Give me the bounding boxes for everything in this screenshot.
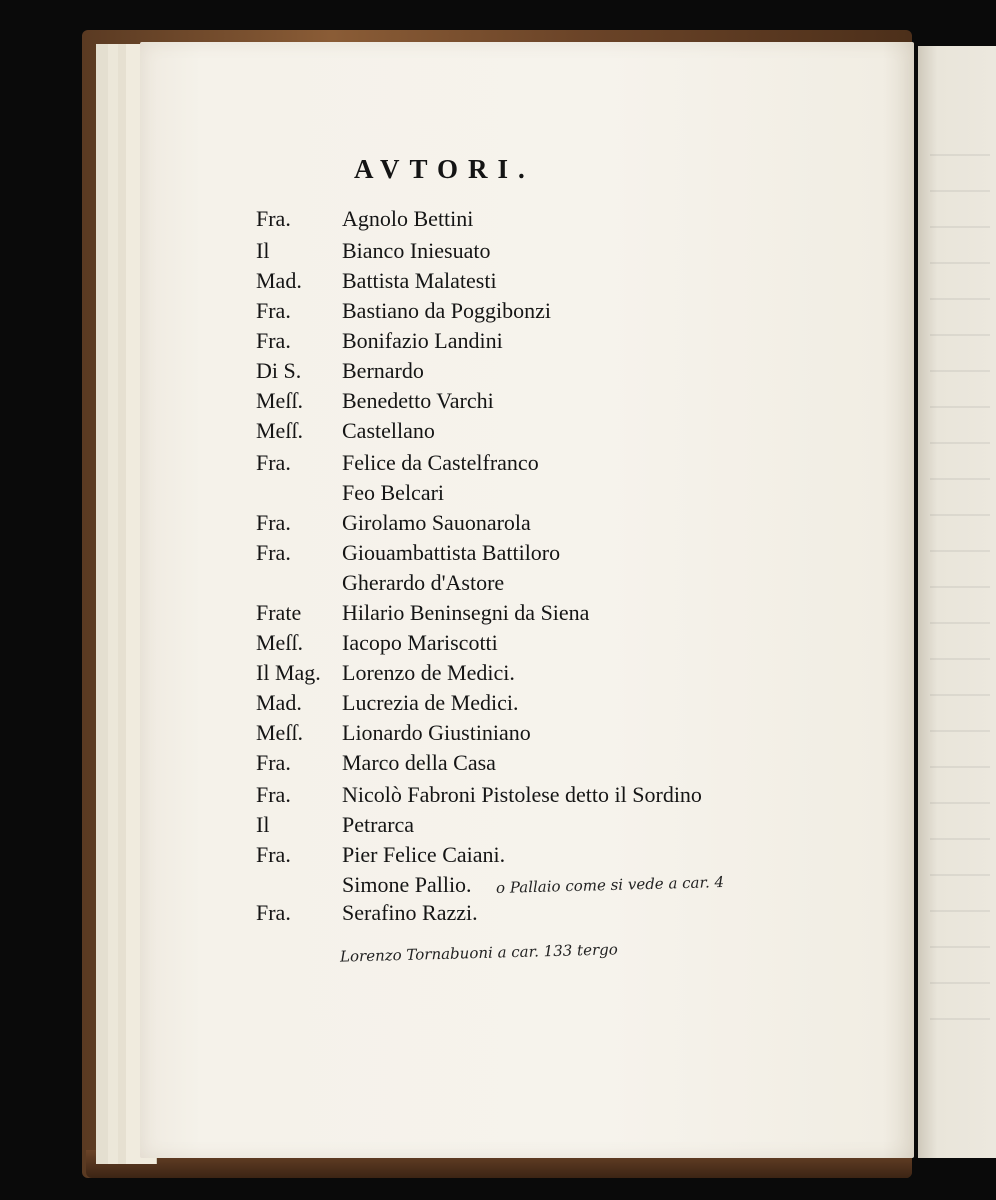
author-entry bbox=[0, 600, 996, 632]
author-entry bbox=[0, 540, 996, 572]
author-entry bbox=[0, 660, 996, 692]
author-entry bbox=[0, 450, 996, 482]
author-title: Mad. bbox=[256, 690, 302, 715]
author-name: Felice da Castelfranco bbox=[342, 450, 539, 475]
author-entry bbox=[0, 510, 996, 542]
author-title: Meſſ. bbox=[256, 418, 304, 443]
author-title: Fra. bbox=[256, 540, 291, 565]
author-title: Meſſ. bbox=[256, 388, 304, 413]
page-heading: AVTORI. bbox=[354, 154, 535, 184]
handwritten-note: o Pallaio come si vede a car. 4 bbox=[495, 873, 725, 897]
author-entry bbox=[0, 842, 996, 874]
author-title: Fra. bbox=[256, 750, 291, 775]
author-name: Gherardo d'Astore bbox=[342, 570, 505, 595]
author-name: Battista Malatesti bbox=[342, 268, 497, 293]
author-entry bbox=[0, 782, 996, 814]
author-title: Meſſ. bbox=[256, 630, 304, 655]
author-entry bbox=[0, 298, 996, 330]
author-name: Lorenzo de Medici. bbox=[342, 660, 515, 685]
author-entry bbox=[0, 812, 996, 844]
author-entry bbox=[0, 388, 996, 420]
author-name: Benedetto Varchi bbox=[342, 388, 494, 413]
author-name: Bianco Iniesuato bbox=[342, 238, 491, 263]
author-title: Di S. bbox=[256, 358, 302, 383]
author-name: Serafino Razzi. bbox=[342, 900, 478, 925]
author-entry bbox=[0, 238, 996, 270]
handwritten-note: Lorenzo Tornabuoni a car. 133 tergo bbox=[339, 940, 618, 966]
author-name: Lucrezia de Medici. bbox=[342, 690, 519, 715]
author-title: Il bbox=[256, 238, 270, 263]
author-title: Fra. bbox=[256, 510, 291, 535]
author-name: Nicolò Fabroni Pistolese detto il Sordino bbox=[342, 782, 702, 807]
author-name: Feo Belcari bbox=[342, 480, 445, 505]
author-title: Frate bbox=[256, 600, 302, 625]
author-title: Meſſ. bbox=[256, 720, 304, 745]
author-name: Agnolo Bettini bbox=[342, 206, 474, 231]
author-name: Bastiano da Poggibonzi bbox=[342, 298, 551, 323]
author-name: Castellano bbox=[342, 418, 435, 443]
author-title: Mad. bbox=[256, 268, 302, 293]
author-title: Fra. bbox=[256, 206, 291, 231]
author-entry bbox=[0, 630, 996, 662]
author-title: Il bbox=[256, 812, 270, 837]
author-title: Il Mag. bbox=[256, 660, 321, 685]
author-title: Fra. bbox=[256, 842, 291, 867]
author-name: Girolamo Sauonarola bbox=[342, 510, 531, 535]
author-name: Bernardo bbox=[342, 358, 424, 383]
author-name: Marco della Casa bbox=[342, 750, 496, 775]
author-entry bbox=[0, 570, 996, 602]
author-name: Petrarca bbox=[342, 812, 415, 837]
author-entry bbox=[0, 720, 996, 752]
author-name: Bonifazio Landini bbox=[342, 328, 503, 353]
author-name: Iacopo Mariscotti bbox=[342, 630, 498, 655]
author-title: Fra. bbox=[256, 782, 291, 807]
author-entry bbox=[0, 268, 996, 300]
author-name: Simone Pallio. bbox=[342, 872, 472, 897]
author-name: Lionardo Giustiniano bbox=[342, 720, 531, 745]
author-title: Fra. bbox=[256, 450, 291, 475]
author-entry bbox=[0, 206, 996, 238]
author-name: Pier Felice Caiani. bbox=[342, 842, 506, 867]
author-name: Giouambattista Battiloro bbox=[342, 540, 561, 565]
author-title: Fra. bbox=[256, 328, 291, 353]
author-entry bbox=[0, 900, 996, 932]
author-entry bbox=[0, 480, 996, 512]
author-entry bbox=[0, 418, 996, 450]
author-entry bbox=[0, 358, 996, 390]
author-entry bbox=[0, 690, 996, 722]
author-entry bbox=[0, 750, 996, 782]
author-title: Fra. bbox=[256, 298, 291, 323]
author-name: Hilario Beninsegni da Siena bbox=[342, 600, 590, 625]
author-title: Fra. bbox=[256, 900, 291, 925]
author-entry bbox=[0, 328, 996, 360]
